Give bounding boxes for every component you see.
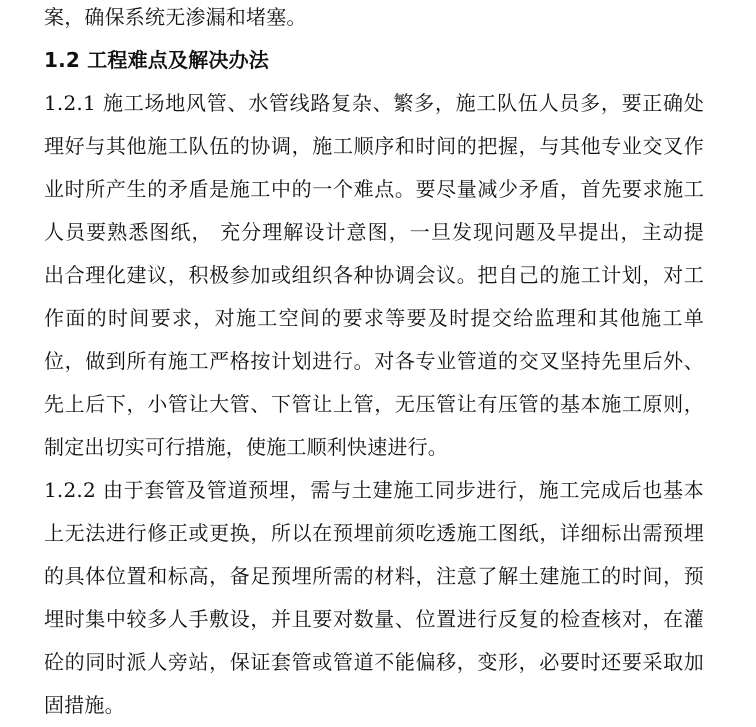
paragraph-1-line: 理好与其他施工队伍的协调，施工顺序和时间的把握，与其他专业交叉作 <box>44 134 704 158</box>
paragraph-1-line: 位，做到所有施工严格按计划进行。对各专业管道的交叉坚持先里后外、 <box>44 349 704 373</box>
paragraph-1-line: 人员要熟悉图纸， 充分理解设计意图，一旦发现问题及早提出，主动提 <box>44 220 704 244</box>
paragraph-2-line: 的具体位置和标高，备足预埋所需的材料，注意了解土建施工的时间，预 <box>44 564 704 588</box>
paragraph-1-line: 先上后下，小管让大管、下管让上管，无压管让有压管的基本施工原则， <box>44 392 704 416</box>
paragraph-2-line: 1.2.2 由于套管及管道预埋，需与土建施工同步进行，施工完成后也基本 <box>44 478 704 502</box>
paragraph-2-line: 埋时集中较多人手敷设，并且要对数量、位置进行反复的检查核对，在灌 <box>44 607 704 631</box>
paragraph-1-line: 制定出切实可行措施，使施工顺利快速进行。 <box>44 435 448 459</box>
section-heading: 1.2 工程难点及解决办法 <box>44 48 269 72</box>
paragraph-1-line: 出合理化建议，积极参加或组织各种协调会议。把自己的施工计划，对工 <box>44 263 704 287</box>
paragraph-2-line: 砼的同时派人旁站，保证套管或管道不能偏移，变形，必要时还要采取加 <box>44 650 704 674</box>
paragraph-1-line: 1.2.1 施工场地风管、水管线路复杂、繁多，施工队伍人员多，要正确处 <box>44 91 704 115</box>
continuation-line: 案，确保系统无渗漏和堵塞。 <box>44 5 307 29</box>
paragraph-2-line: 固措施。 <box>44 693 125 717</box>
paragraph-2-line: 上无法进行修正或更换，所以在预埋前须吃透施工图纸，详细标出需预埋 <box>44 521 704 545</box>
paragraph-1-line: 作面的时间要求，对施工空间的要求等要及时提交给监理和其他施工单 <box>44 306 704 330</box>
paragraph-1-line: 业时所产生的矛盾是施工中的一个难点。要尽量减少矛盾，首先要求施工 <box>44 177 704 201</box>
